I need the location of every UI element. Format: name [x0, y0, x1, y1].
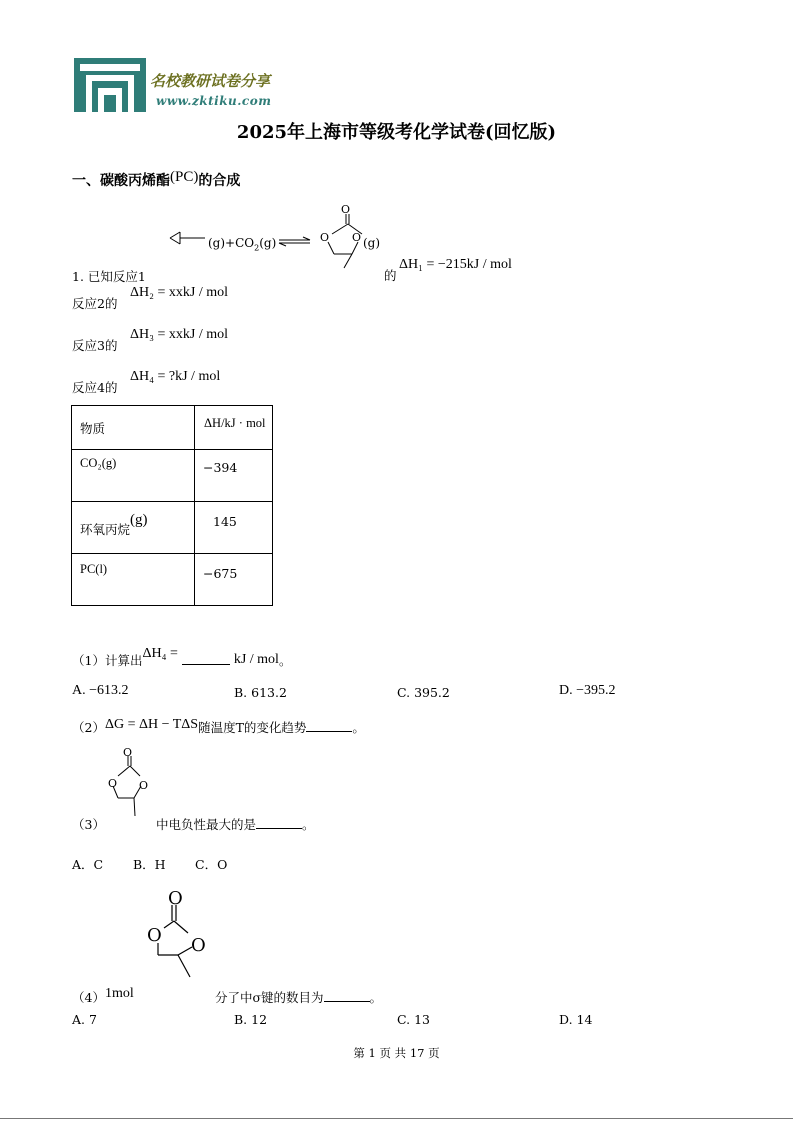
- reaction-1-dh-prefix: 的: [384, 268, 397, 283]
- enthalpy-table: [71, 405, 273, 606]
- pc-large-o-right: O: [191, 935, 206, 956]
- page-title: 2025年上海市等级考化学试卷(回忆版): [236, 122, 557, 143]
- q4-option-b[interactable]: B. 12: [234, 1012, 268, 1027]
- equilibrium-arrow: [279, 237, 310, 246]
- reaction-3-label: 反应3的: [72, 338, 118, 353]
- reaction-2-label: 反应2的: [72, 296, 118, 311]
- logo-icon: [74, 58, 146, 112]
- pc-o-left: O: [320, 231, 330, 244]
- q4-option-d[interactable]: D. 14: [559, 1012, 593, 1027]
- pc-o-top: O: [341, 203, 351, 216]
- pc-small-o-right: O: [139, 779, 149, 792]
- question-3-prefix: （3）: [72, 817, 105, 832]
- section-heading-text: 一、碳酸丙烯酯: [72, 173, 170, 189]
- pc-large-o-top: O: [168, 888, 183, 909]
- logo-url: www.zktiku.com: [156, 94, 272, 108]
- q3-option-a[interactable]: A．C: [72, 857, 104, 872]
- q1-option-d[interactable]: D. −395.2: [559, 683, 616, 698]
- table-header-dh: ΔH/kJ · mol: [195, 406, 273, 450]
- logo-text: 名校教研试卷分享: [150, 72, 271, 90]
- table-cell-value: −675: [195, 554, 273, 606]
- q4-option-c[interactable]: C. 13: [397, 1012, 430, 1027]
- reaction-2-formula: ΔH₂ = xxkJ / mol: [130, 285, 229, 300]
- table-row: [72, 554, 273, 606]
- q1-option-a[interactable]: A. −613.2: [72, 683, 129, 698]
- table-row: [72, 502, 273, 554]
- answer-blank[interactable]: [256, 818, 302, 829]
- reaction-1-scheme: [160, 202, 420, 282]
- question-4: 分了中σ键的数目为 。: [215, 990, 383, 1005]
- page-bottom-divider: [0, 1118, 793, 1119]
- pc-o-right: O: [352, 231, 362, 244]
- question-3: 中电负性最大的是 。: [156, 817, 315, 832]
- reaction-1-reactants: $(g)+CO_2(g)$: [208, 236, 277, 253]
- q3-option-c[interactable]: C．O: [195, 857, 228, 872]
- pc-large-o-left: O: [147, 925, 162, 946]
- q1-option-b[interactable]: B. 613.2: [234, 685, 287, 700]
- table-cell-substance: CO₂(g): [72, 450, 195, 502]
- question-1: （1）计算出ΔH₄ = kJ / mol。: [72, 646, 292, 668]
- question-4-prefix: （4）1mol: [72, 986, 134, 1005]
- section-heading-suffix: 的合成: [198, 173, 241, 189]
- section-heading-formula: (PC): [170, 169, 199, 185]
- reaction-4-formula: ΔH₄ = ?kJ / mol: [130, 369, 221, 384]
- answer-blank[interactable]: [324, 991, 370, 1002]
- question-1-label: 1. 已知反应1: [72, 269, 146, 284]
- reaction-1-product-state: (g): [363, 236, 381, 250]
- answer-blank[interactable]: [182, 654, 230, 665]
- page-footer: 第 1 页 共 17 页: [353, 1046, 440, 1060]
- pc-small-o-left: O: [108, 777, 118, 790]
- table-cell-value: −394: [195, 450, 273, 502]
- answer-blank[interactable]: [306, 721, 352, 732]
- reaction-1-dh: ΔH₁ = −215kJ / mol: [399, 257, 512, 272]
- table-cell-substance: 环氧丙烷(g): [72, 502, 195, 554]
- table-cell-substance: PC(l): [72, 554, 195, 606]
- reaction-3-formula: ΔH₃ = xxkJ / mol: [130, 327, 229, 342]
- pc-small-o-top: O: [123, 746, 133, 759]
- table-cell-value: 145: [195, 502, 273, 554]
- section-heading: [72, 170, 240, 190]
- table-row: [72, 450, 273, 502]
- question-2: （2）ΔG = ΔH − TΔS随温度T的变化趋势 。: [72, 717, 365, 735]
- table-header-row: [72, 406, 273, 450]
- epoxide-structure: [170, 232, 205, 244]
- q4-option-a[interactable]: A. 7: [72, 1012, 97, 1027]
- q3-option-b[interactable]: B．H: [133, 857, 166, 872]
- table-header-substance: 物质: [72, 406, 195, 450]
- reaction-4-label: 反应4的: [72, 380, 118, 395]
- q1-option-c[interactable]: C. 395.2: [397, 685, 450, 700]
